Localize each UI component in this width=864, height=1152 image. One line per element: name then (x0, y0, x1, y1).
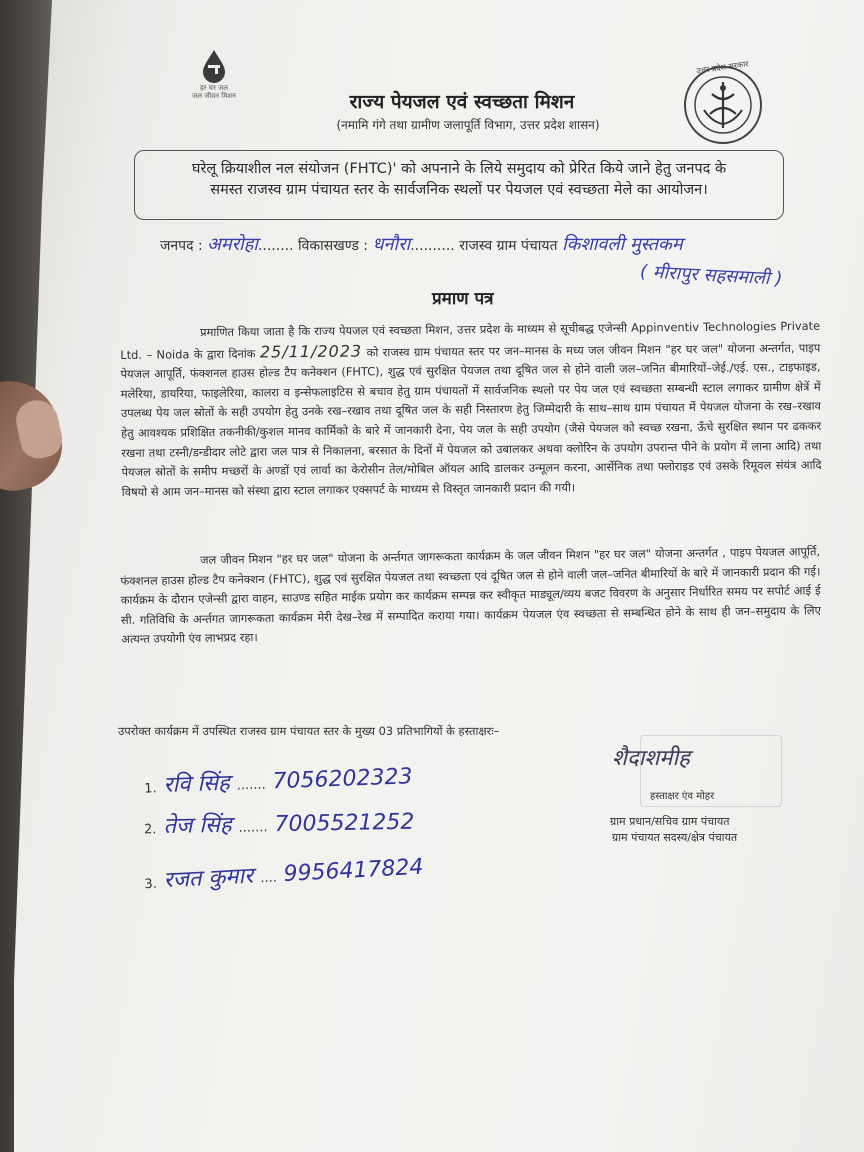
paragraph-1 (120, 317, 822, 503)
paragraph-2 (120, 542, 821, 650)
location-fields: जनपद : अमरोहा........ विकासखण्ड : धनौरा.......... राजस्व ग्राम पंचायत किशावली मुस्तकम (160, 234, 683, 255)
certificate-heading: प्रमाण पत्र (432, 289, 494, 309)
village-value: किशावली मुस्तकम (561, 234, 683, 255)
paragraph-1-start: प्रमाणित किया जाता है कि राज्य पेयजल एवं स्वच्छता मिशन, उत्तर प्रदेश के माध्यम से सूचीबद्ध एजेन्सी Appinventiv Technologies Private Ltd. – Noida के द्वारा दिनांक (120, 318, 821, 362)
participant-phone: 9956417824 (282, 854, 425, 887)
village-value-2: ( मीरापुर सहसमाली ) (639, 261, 783, 290)
participant-row: 3. रजत कुमार .... 9956417824 (144, 854, 425, 894)
district-label: जनपद : (160, 238, 203, 254)
paragraph-2-text: जल जीवन मिशन "हर घर जल" योजना के अर्न्तगत जागरूकता कार्यक्रम के जल जीवन मिशन "हर घर जल" योजना अन्तर्गत , पाइप पेयजल आपूर्ति, फंक्शनल हाउस होल्ड टैप कनेक्शन (FHTC), शुद्ध एवं सुरक्षित पेयजल तथा स्वच्छता एवं दूषित जल से होने वाली जल–जनित बीमारियों के बारे में जानकारी प्रदान की गई। कार्यक्रम के दौरान एजेन्सी द्वारा वाहन, साउण्ड सहित माईक प्रयोग कर कार्यक्रम सम्पन्न कर स्वीकृत माड्यूल/व्यय बजट विवरण के अनुसार निर्धारित समय पर सपोर्ट आई ई सी. गतिविधि के अर्न्तगत जागरूकता कार्यक्रम मेरी देख–रेख में सम्पादित कराया गया। कार्यक्रम पेयजल एंव स्वच्छता से सम्बन्धित होने के साथ ही जन–समुदाय के लिए अत्यन्त उपयोगी एंव लाभप्रद रहा। (120, 544, 821, 647)
water-drop-icon (200, 48, 228, 84)
event-title-box (134, 150, 784, 220)
village-label: राजस्व ग्राम पंचायत (459, 238, 558, 254)
logo-line2: जल जीवन मिशन (192, 92, 236, 100)
row-number: 1. (143, 781, 157, 797)
participant-row: 1. रवि सिंह ....... 7056202323 (143, 764, 413, 798)
mission-subtitle: (नमामि गंगे तथा ग्रामीण जलापूर्ति विभाग, उत्तर प्रदेश शासन) (336, 118, 600, 132)
participant-phone: 7056202323 (272, 764, 413, 795)
logo-line1: हर घर जल (200, 84, 228, 92)
paragraph-1-rest: को राजस्व ग्राम पंचायत स्तर पर जन–मानस के मध्य जल जीवन मिशन "हर घर जल" योजना अन्तर्गत, पाइप पेयजल आपूर्ति, फंक्शनल हाउस होल्ड टैप कनेक्शन (FHTC), शुद्ध एवं सुरक्षित पेयजल तथा दूषित जल से होने वाली जल–जनित बीमारियों–जेई./एई. एस., टाइफाइड, मलेरिया, डायरिया, फाइलेरिया, कालरा व इन्सेफलाइटिस से बचाव हेतु ग्राम पंचायतों में सार्वजनिक स्थलो पर पेय जल एवं स्वच्छता सम्बन्धी स्टाल लगाकर ग्रामीण क्षेत्रें में उपलब्ध पेय जल स्रोतों के सही उपयोग हेतु उनके रख–रखाव तथा दूषित जल के सही निस्तारण हेतु जिम्मेदारी के साथ–साथ ग्राम पंचायत में पेयजल योजना के रख–रखाव हेतु आवश्यक प्रशिक्षित तकनीकी/कुशल मानव कार्मिको के बारे में जानकारी देना, पेय जल के सही उपयोग (जैसे पेयजल को स्वच्छ रखना, ऊँचे सुरक्षित स्थान पर ढककर रखना तथा टस्नी/डन्डीदार लोटे द्वारा जल पात्र से निकालना, बरसात के दिनों में पेयजल को उबालकर अथवा क्लोरिन के उपयोग उपरान्त पीने के प्रयोग में लाना आदि) तथा पेयजल स्रोतों के समीप मच्छरों के अण्डों एवं लार्वा का केरोसीन तेल/मोबिल ऑयल आदि डालकर उन्मूलन करना, आर्सेनिक तथा फ्लोराइड एवं उसके रिमूवल संयंत्र आदि विषयो से आम जन–मानस को संस्था द्वारा स्टाल लगाकर एक्सपर्ट के माध्यम से विस्तृत जानकारी प्रदान की गयी। (120, 340, 822, 499)
row-number: 3. (144, 876, 158, 893)
participant-name: रवि सिंह (163, 770, 231, 798)
event-line-1: घरेलू क्रियाशील नल संयोजन (FHTC)' को अपनाने के लिये समुदाय को प्रेरित किये जाने हेतु जनपद के (191, 161, 727, 177)
mission-title: राज्य पेयजल एवं स्वच्छता मिशन (349, 91, 575, 113)
block-value: धनौरा (372, 234, 411, 255)
row-number: 2. (143, 822, 157, 838)
participant-phone: 7005521252 (274, 809, 415, 838)
participants-label: उपरोक्त कार्यक्रम में उपस्थित राजस्व ग्राम पंचायत स्तर के मुख्य 03 प्रतिभागियों के हस्ताक्षरः– (118, 724, 500, 738)
district-value: अमरोहा (207, 234, 258, 255)
participant-name: तेज सिंह (163, 812, 232, 840)
emblem-text: उत्तर प्रदेश सरकार (695, 59, 750, 76)
block-label: विकासखण्ड : (298, 238, 369, 254)
participant-row: 2. तेज सिंह ....... 7005521252 (143, 809, 415, 840)
participant-name: रजत कुमार (162, 863, 254, 894)
event-line-2: समस्त राजस्व ग्राम पंचायत स्तर के सार्वजनिक स्थलों पर पेयजल एवं स्वच्छता मेले का आयोजन। (210, 182, 708, 198)
signatory-signature: शैदाशमीह (612, 746, 690, 771)
role-line-1: ग्राम प्रधान/सचिव ग्राम पंचायत (610, 815, 730, 828)
event-date: 25/11/2023 (259, 341, 363, 362)
role-line-2: ग्राम पंचायत सदस्य/क्षेत्र पंचायत (612, 831, 738, 844)
sign-label: हस्ताक्षर एंव मोहर (650, 791, 715, 802)
